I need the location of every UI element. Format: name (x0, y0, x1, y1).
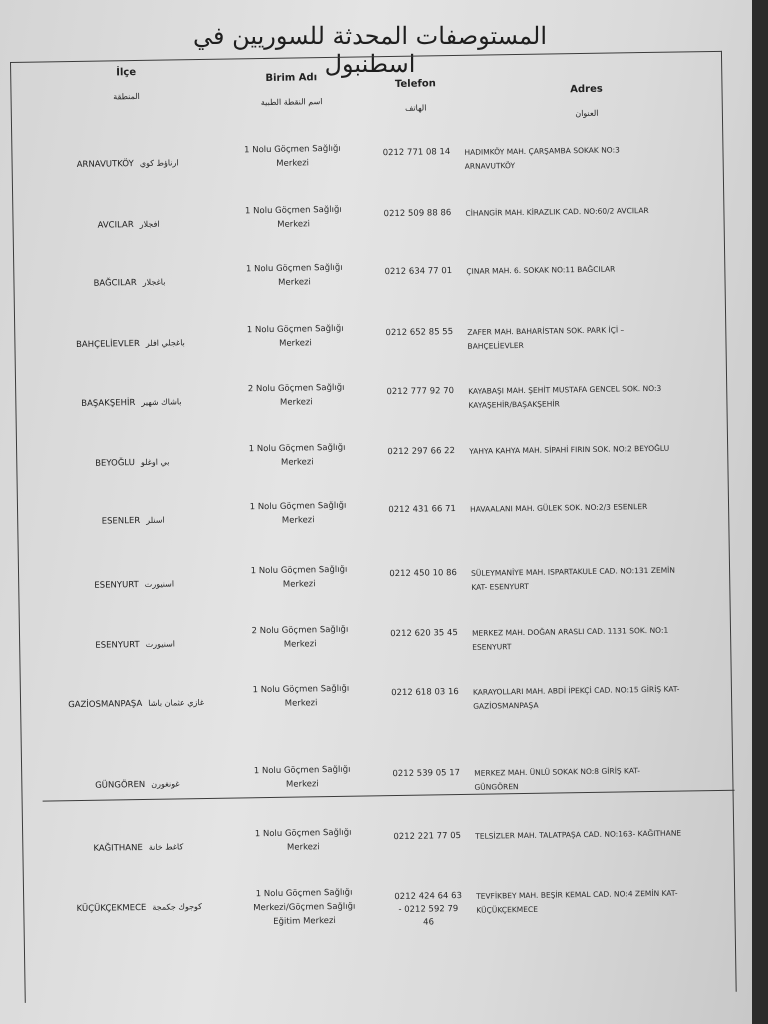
table-row (21, 676, 732, 743)
cell-telefon (375, 445, 467, 459)
ilce-arabic: غازي عثمان باشا (148, 698, 205, 708)
ilce-arabic: ارناؤط كوي (139, 158, 179, 168)
cell-telefon (380, 767, 472, 781)
adres-line: KAT- ESENYURT (471, 581, 529, 592)
cell-birim (232, 762, 372, 792)
telefon-line: - 0212 592 79 (398, 904, 459, 916)
adres-line: KAYABAŞI MAH. ŞEHİT MUSTAFA GENCEL SOK. NO:3 (468, 383, 662, 396)
adres-line: SÜLEYMANİYE MAH. ISPARTAKULE CAD. NO:131 ZEMİN (471, 565, 676, 578)
adres-line: HADIMKÖY MAH. ÇARŞAMBA SOKAK NO:3 (464, 145, 620, 157)
cell-adres (471, 563, 721, 595)
telefon-line: 0212 652 85 55 (385, 327, 454, 339)
birim-line: 2 Nolu Göçmen Sağlığı (251, 624, 349, 637)
ilce-arabic: بي اوغلو (140, 457, 170, 467)
cell-birim (224, 260, 364, 290)
birim-line: 1 Nolu Göçmen Sağlığı (248, 442, 346, 455)
ilce-name: ESENLER (101, 516, 141, 527)
adres-line: GAZİOSMANPAŞA (473, 700, 539, 711)
cell-ilce (36, 397, 226, 410)
birim-line: 1 Nolu Göçmen Sağlığı (244, 204, 342, 217)
telefon-line: 0212 431 66 71 (388, 504, 456, 516)
header-birim (221, 71, 362, 107)
table-row (13, 197, 724, 264)
telefon-line: 0212 221 77 05 (393, 831, 462, 843)
table-row (23, 820, 734, 887)
cell-telefon (378, 627, 470, 641)
header-adres (511, 83, 662, 119)
table-row (15, 316, 726, 383)
cell-ilce (41, 698, 231, 711)
adres-line: MERKEZ MAH. ÜNLÜ SOKAK NO:8 GİRİŞ KAT- (474, 766, 641, 778)
cell-birim (231, 681, 371, 711)
cell-adres (464, 142, 714, 174)
cell-adres (469, 441, 719, 459)
cell-adres (465, 203, 715, 221)
ilce-name: BAHÇELİEVLER (75, 338, 140, 350)
ilce-arabic: باشاك شهير (141, 397, 182, 407)
cell-adres (468, 381, 718, 413)
cell-telefon (377, 567, 469, 581)
header-birim-arabic: اسم النقطة الطبية (260, 97, 323, 108)
birim-line: Merkezi (279, 397, 313, 408)
telefon-line: 0212 618 03 16 (391, 687, 459, 699)
cell-birim (223, 202, 363, 232)
cell-ilce (42, 779, 232, 792)
cell-telefon (374, 385, 466, 399)
cell-ilce (33, 158, 223, 171)
ilce-name: ARNAVUTKÖY (76, 159, 134, 170)
birim-line: 1 Nolu Göçmen Sağlığı (253, 764, 351, 777)
cell-adres (467, 322, 717, 354)
ilce-arabic: كاغط خانة (148, 842, 184, 852)
table-row (22, 757, 733, 824)
cell-ilce (43, 842, 233, 855)
cell-ilce (34, 277, 224, 290)
birim-line: 1 Nolu Göçmen Sağlığı (250, 564, 348, 577)
table-row (14, 255, 725, 322)
cell-telefon (373, 326, 465, 340)
cell-adres (470, 499, 720, 517)
adres-line: CİHANGİR MAH. KİRAZLIK CAD. NO:60/2 AVCILAR (465, 205, 649, 218)
adres-line: KÜÇÜKÇEKMECE (476, 904, 538, 915)
adres-line: KARAYOLLARI MAH. ABDİ İPEKÇİ CAD. NO:15 GİRİŞ KAT- (472, 684, 680, 697)
telefon-line: 0212 297 66 22 (387, 446, 456, 458)
adres-line: ESENYURT (472, 642, 512, 652)
birim-line: 1 Nolu Göçmen Sağlığı (246, 323, 344, 336)
ilce-name: BAĞCILAR (93, 278, 137, 289)
cell-adres (472, 623, 722, 655)
adres-line: ÇINAR MAH. 6. SOKAK NO:11 BAĞCILAR (466, 264, 616, 276)
table-row (17, 435, 728, 502)
birim-line: Eğitim Merkezi (273, 915, 336, 927)
table-row (24, 880, 735, 947)
adres-line: MERKEZ MAH. DOĞAN ARASLI CAD. 1131 SOK. NO:1 (471, 625, 669, 638)
cell-telefon (372, 265, 464, 279)
birim-line: Merkezi (285, 779, 319, 790)
ilce-name: AVCILAR (97, 220, 134, 231)
header-adres-arabic: العنوان (575, 108, 599, 119)
cell-telefon (381, 830, 473, 844)
cell-adres (474, 763, 724, 795)
ilce-arabic: باغجلار (142, 277, 166, 287)
telefon-line: 0212 771 08 14 (382, 147, 451, 159)
cell-adres (476, 886, 726, 918)
background-edge (752, 0, 768, 1024)
header-adres-label: Adres (570, 83, 603, 96)
page-title: المستوصفات المحدثة للسوريين في اسطنبول (192, 22, 548, 78)
cell-ilce (38, 515, 228, 528)
cell-birim (228, 498, 368, 528)
cell-telefon (382, 890, 475, 930)
clinic-table (10, 51, 737, 1003)
cell-ilce (37, 457, 227, 470)
cell-telefon (371, 207, 463, 221)
ilce-name: BAŞAKŞEHİR (81, 398, 136, 409)
birim-line: 1 Nolu Göçmen Sağlığı (249, 500, 347, 513)
cell-birim (229, 562, 369, 592)
adres-line: GÜNGÖREN (474, 782, 519, 792)
table-row (20, 617, 731, 684)
birim-line: Merkezi (278, 277, 311, 288)
adres-line: KAYAŞEHİR/BAŞAKŞEHİR (468, 399, 560, 410)
birim-line: Merkezi (284, 698, 318, 709)
header-telefon (369, 78, 462, 113)
cell-birim (225, 321, 365, 351)
cell-ilce (40, 639, 230, 652)
cell-adres (466, 261, 716, 279)
telefon-line: 0212 634 77 01 (384, 266, 453, 278)
birim-line: 1 Nolu Göçmen Sağlığı (245, 262, 343, 275)
birim-line: 1 Nolu Göçmen Sağlığı (255, 887, 353, 900)
ilce-name: ESENYURT (94, 580, 139, 591)
birim-line: Merkezi (277, 219, 311, 230)
adres-line: HAVAALANI MAH. GÜLEK SOK. NO:2/3 ESENLER (470, 502, 648, 514)
birim-line: Merkezi (279, 338, 312, 349)
telefon-line: 46 (423, 917, 435, 928)
table-row (18, 493, 729, 560)
telefon-line: 0212 509 88 86 (383, 208, 452, 220)
ilce-name: KAĞITHANE (93, 843, 143, 854)
ilce-arabic: غونغورن (151, 779, 180, 789)
adres-line: TELSİZLER MAH. TALATPAŞA CAD. NO:163- KAĞITHANE (475, 828, 682, 841)
cell-adres (473, 682, 723, 714)
ilce-arabic: باغجلي افلر (145, 338, 185, 348)
cell-birim (233, 825, 373, 855)
birim-line: Merkezi (281, 515, 315, 526)
birim-line: Merkezi (276, 158, 310, 169)
cell-telefon (376, 503, 468, 517)
ilce-arabic: اسنيورت (144, 579, 175, 589)
cell-birim (226, 380, 366, 410)
table-row (12, 136, 723, 203)
header-ilce-label: İlçe (116, 67, 137, 79)
ilce-name: ESENYURT (95, 640, 140, 651)
birim-line: 1 Nolu Göçmen Sağlığı (254, 827, 352, 840)
header-birim-label: Birim Adı (265, 72, 318, 84)
birim-line: Merkezi (282, 579, 316, 590)
birim-line: 2 Nolu Göçmen Sağlığı (247, 382, 345, 395)
birim-line: Merkezi (283, 639, 317, 650)
cell-birim (222, 141, 362, 171)
cell-birim (234, 885, 375, 929)
cell-telefon (379, 686, 471, 700)
ilce-arabic: اسنيورت (145, 639, 176, 649)
ilce-name: GAZİOSMANPAŞA (68, 699, 143, 711)
telefon-line: 0212 450 10 86 (389, 568, 457, 580)
ilce-arabic: افجلار (139, 219, 160, 229)
ilce-arabic: كوجوك جكمجة (152, 902, 203, 912)
header-ilce-arabic: المنطقة (113, 91, 140, 102)
adres-line: ZAFER MAH. BAHARİSTAN SOK. PARK İÇİ – (467, 325, 625, 337)
header-telefon-arabic: الهاتف (405, 103, 427, 113)
telefon-line: 0212 620 35 45 (390, 628, 458, 640)
ilce-name: BEYOĞLU (95, 458, 136, 469)
telefon-line: 0212 539 05 17 (392, 768, 461, 780)
cell-ilce (39, 579, 229, 592)
birim-line: Merkezi (280, 457, 314, 468)
birim-line: Merkezi (286, 842, 320, 853)
cell-ilce (44, 902, 234, 915)
adres-line: BAHÇELİEVLER (467, 340, 524, 351)
ilce-name: GÜNGÖREN (95, 779, 146, 791)
ilce-arabic: اسنلر (146, 515, 165, 525)
cell-ilce (35, 338, 225, 351)
cell-birim (227, 440, 367, 470)
header-telefon-label: Telefon (394, 78, 436, 90)
header-ilce (51, 66, 202, 102)
adres-line: ARNAVUTKÖY (464, 161, 516, 171)
cell-birim (230, 622, 370, 652)
birim-line: 1 Nolu Göçmen Sağlığı (243, 143, 341, 156)
adres-line: YAHYA KAHYA MAH. SİPAHİ FIRIN SOK. NO:2 BEYOĞLU (469, 443, 670, 456)
birim-line: 1 Nolu Göçmen Sağlığı (252, 683, 350, 696)
table-row (19, 557, 730, 624)
cell-telefon (370, 146, 462, 160)
ilce-name: KÜÇÜKÇEKMECE (76, 902, 147, 915)
adres-line: TEVFİKBEY MAH. BEŞİR KEMAL CAD. NO:4 ZEMİN KAT- (476, 888, 678, 901)
cell-adres (475, 826, 725, 844)
cell-ilce (34, 219, 224, 232)
telefon-line: 0212 424 64 63 (394, 891, 463, 903)
table-row (16, 375, 727, 442)
telefon-line: 0212 777 92 70 (386, 386, 455, 398)
birim-line: Merkezi/Göçmen Sağlığı (253, 901, 356, 914)
